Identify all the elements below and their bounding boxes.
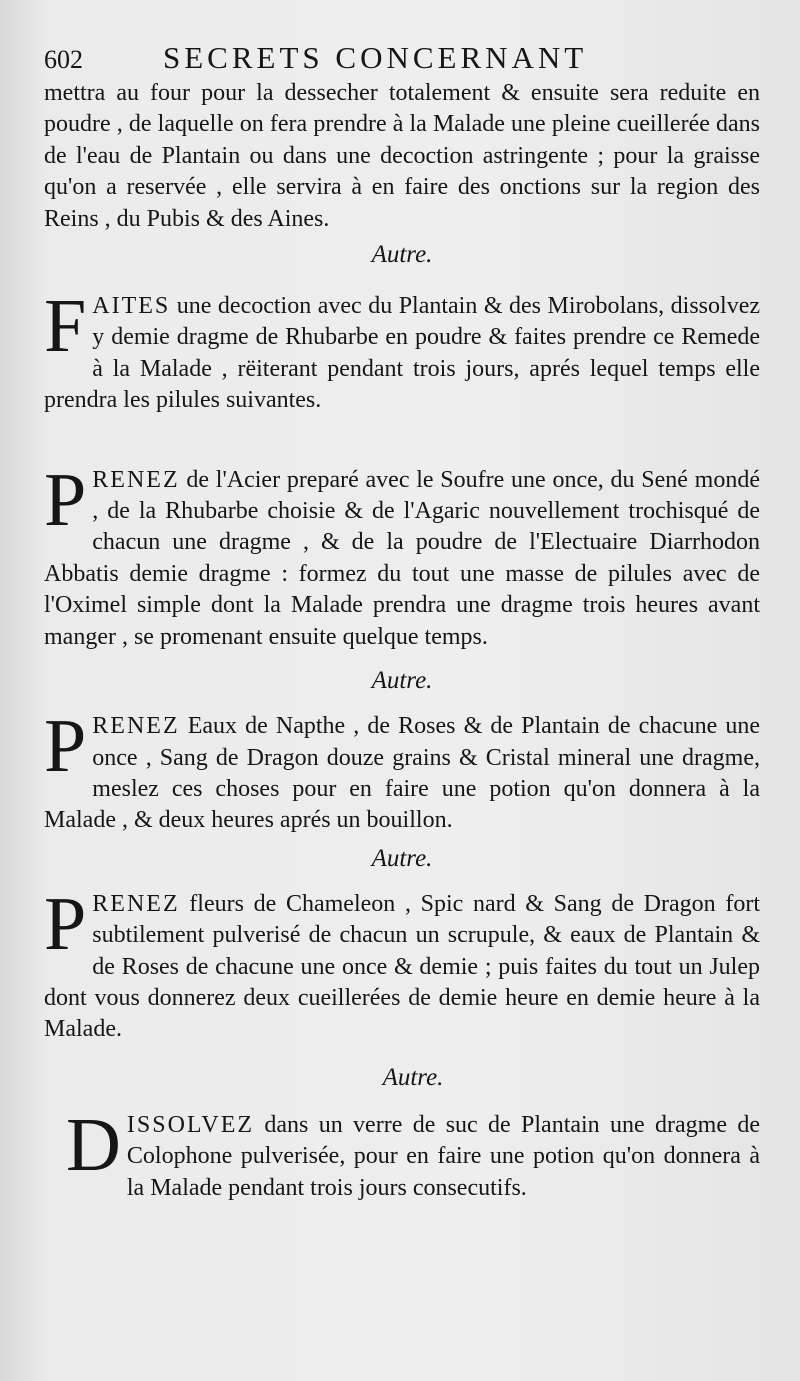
recipe-section bbox=[44, 845, 760, 1046]
lead-word: ISSOLVEZ bbox=[126, 1111, 255, 1138]
recipe-paragraph bbox=[44, 284, 760, 417]
recipe-paragraph bbox=[44, 881, 760, 1046]
recipe-paragraph bbox=[66, 1102, 760, 1204]
recipe-section bbox=[44, 457, 760, 653]
recipe-paragraph bbox=[44, 704, 760, 837]
continuation-paragraph: mettra au four pour la dessecher totalement & ensuite sera reduite en poudre , de laquelle on fera prendre à la Malade une pleine cueillerée dans de l'eau de Plantain ou dans une decoction astringente ; pour la graisse qu'on a reservée , elle servira à en faire des onctions sur la region des Reins , du Pubis & des Aines. bbox=[44, 80, 760, 232]
recipe-text: de l'Acier preparé avec le Soufre une once, du Sené mondé , de la Rhubarbe choisie & de l'Agaric nouvellement trochisqué de chacun une dragme , & de la poudre de l'Electuaire Diarrhodon Abbatis demie dragme : formez du tout une masse de pilules avec de l'Oximel simple dont la Malade prendra une dragme trois heures avant manger , se promenant ensuite quelque temps. bbox=[44, 466, 760, 650]
recipe-section bbox=[44, 241, 760, 417]
running-head bbox=[44, 40, 760, 78]
drop-cap: P bbox=[44, 704, 87, 789]
recipe-text: Eaux de Napthe , de Roses & de Plantain de chacune une once , Sang de Dragon douze grains & Cristal mineral une dragme, meslez ces choses pour en faire une potion qu'on donnera à la Malade , & deux heures aprés un bouillon. bbox=[44, 713, 760, 834]
section-heading: Autre. bbox=[371, 844, 433, 872]
lead-word: RENEZ bbox=[92, 466, 180, 493]
section-heading: Autre. bbox=[371, 241, 433, 269]
lead-word: RENEZ bbox=[92, 890, 180, 917]
recipe-text: fleurs de Chameleon , Spic nard & Sang de Dragon fort subtilement pulverisé de chacun un scrupule, & eaux de Plantain & de Roses de chacune une once & demie ; puis faites du tout un Julep dont vous donnerez deux cueillerées de demie heure en demie heure à la Malade. bbox=[44, 890, 760, 1043]
drop-cap: P bbox=[44, 457, 87, 542]
lead-word: RENEZ bbox=[92, 713, 180, 740]
section-heading: Autre. bbox=[382, 1063, 444, 1091]
drop-cap: P bbox=[44, 881, 87, 966]
page-number: 602 bbox=[44, 45, 83, 74]
drop-cap: D bbox=[66, 1102, 121, 1187]
running-title: SECRETS CONCERNANT bbox=[163, 40, 588, 75]
lead-word: AITES bbox=[92, 293, 171, 320]
recipe-section bbox=[44, 667, 760, 837]
recipe-text: une decoction avec du Plantain & des Mirobolans, dissolvez y demie dragme de Rhubarbe en poudre & faites prendre ce Remede à la Malade , rëiterant pendant trois jours, aprés lequel temps elle prendra les pilules suivantes. bbox=[44, 293, 760, 414]
recipe-paragraph bbox=[44, 457, 760, 653]
recipe-section bbox=[44, 1064, 760, 1204]
recipe-text: dans un verre de suc de Plantain une dragme de Colophone pulverisée, pour en faire une potion qu'on donnera à la Malade pendant trois jours consecutifs. bbox=[126, 1111, 760, 1201]
drop-cap: F bbox=[44, 284, 87, 369]
section-heading: Autre. bbox=[371, 667, 433, 695]
